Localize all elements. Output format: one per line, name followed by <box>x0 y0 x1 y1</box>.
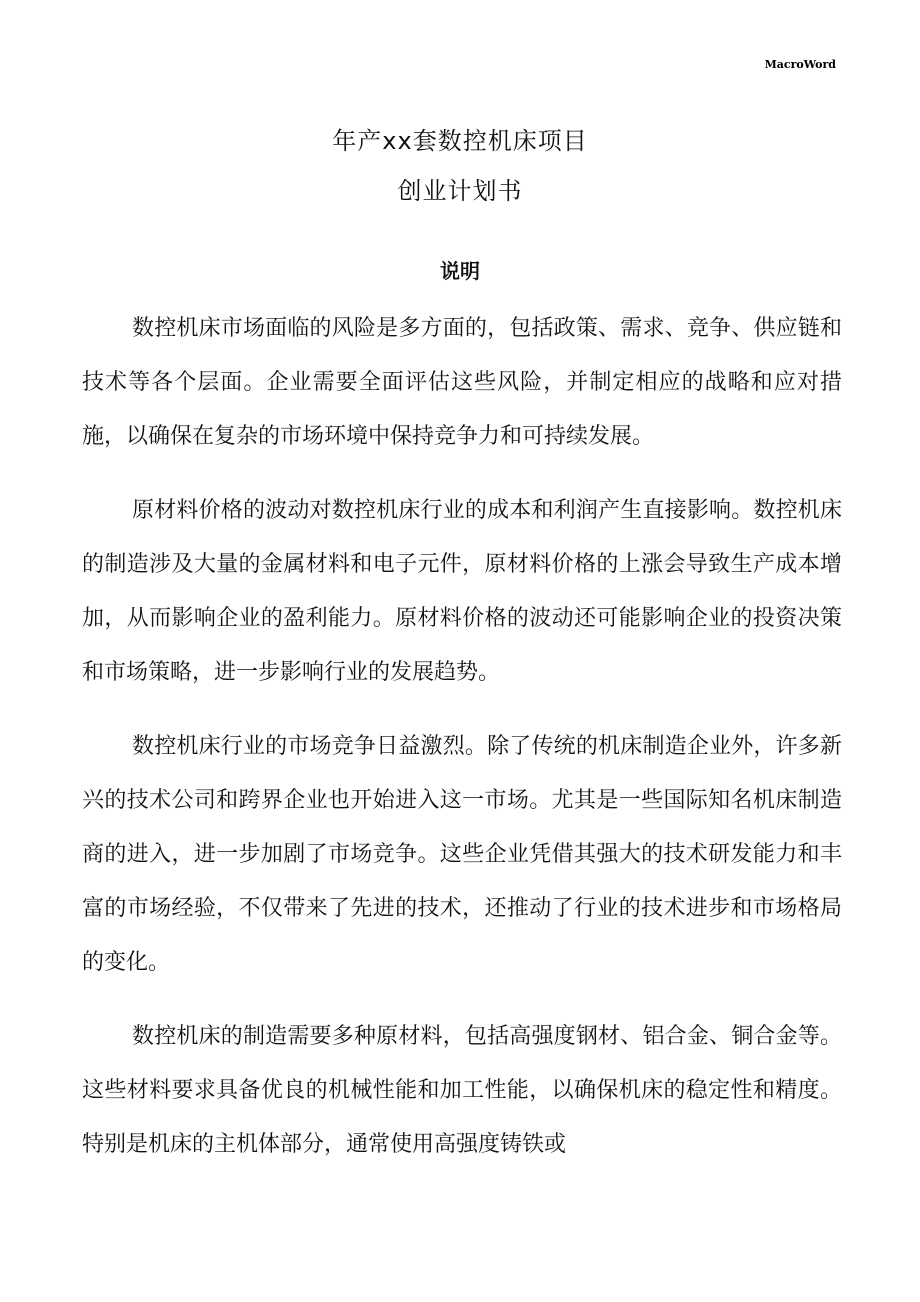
paragraph: 数控机床的制造需要多种原材料，包括高强度钢材、铝合金、铜合金等。这些材料要求具备优良的机械性能和加工性能，以确保机床的稳定性和精度。特别是机床的主机体部分，通常使用高强度铸铁或 <box>82 1024 842 1157</box>
title-line-1: 年产xx套数控机床项目 <box>332 127 588 155</box>
body-text <box>82 302 842 1192</box>
paragraph: 数控机床市场面临的风险是多方面的，包括政策、需求、竞争、供应链和技术等各个层面。企业需要全面评估这些风险，并制定相应的战略和应对措施，以确保在复杂的市场环境中保持竞争力和可持续发展。 <box>82 316 842 449</box>
section-heading: 说明 <box>440 259 480 283</box>
paragraph: 原材料价格的波动对数控机床行业的成本和利润产生直接影响。数控机床的制造涉及大量的金属材料和电子元件，原材料价格的上涨会导致生产成本增加，从而影响企业的盈利能力。原材料价格的波动还可能影响企业的投资决策和市场策略，进一步影响行业的发展趋势。 <box>82 498 842 685</box>
header-brand: MacroWord <box>764 58 836 71</box>
title-line-2: 创业计划书 <box>397 177 523 205</box>
paragraph: 数控机床行业的市场竞争日益激烈。除了传统的机床制造企业外，许多新兴的技术公司和跨界企业也开始进入这一市场。尤其是一些国际知名机床制造商的进入，进一步加剧了市场竞争。这些企业凭借其强大的技术研发能力和丰富的市场经验，不仅带来了先进的技术，还推动了行业的技术进步和市场格局的变化。 <box>82 734 842 975</box>
document-title <box>0 116 920 216</box>
